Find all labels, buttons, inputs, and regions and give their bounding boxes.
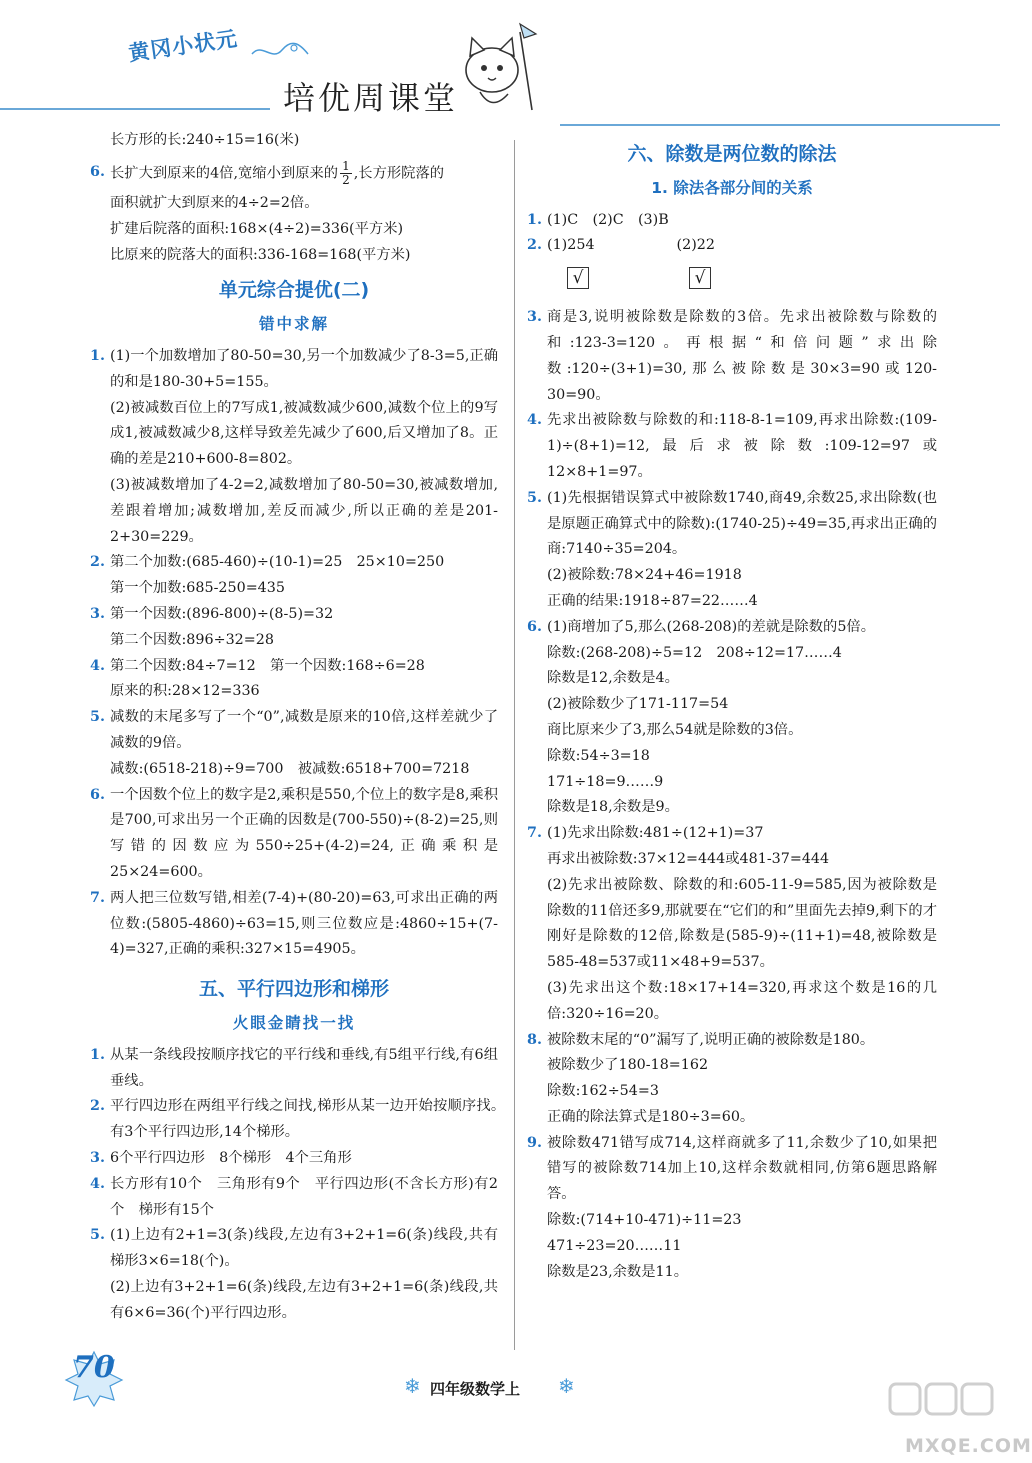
check-mark-icon: √ — [567, 267, 589, 289]
answer-text: 长方形有10个 三角形有9个 平行四边形(不含长方形)有2个 梯形有15个 — [110, 1175, 498, 1218]
grade-subject-label: 四年级数学上 — [430, 1380, 521, 1398]
item-number: 1. — [90, 348, 105, 365]
answer-item-4 — [90, 1172, 498, 1224]
item-number: 1. — [90, 1046, 105, 1063]
answer-line: 第二个因数:896÷32=28 — [110, 631, 274, 648]
answer-line: 471÷23=20……11 — [547, 1237, 682, 1254]
section-heading-unit-review: 单元综合提优(二) — [218, 279, 370, 302]
answer-item-5 — [90, 705, 498, 757]
item-number: 2. — [90, 1098, 105, 1115]
header-rule-right — [560, 124, 1000, 126]
answer-item-5 — [90, 1223, 498, 1275]
answer-item-3 — [90, 1146, 498, 1172]
answer-item-2 — [527, 233, 937, 259]
header-rule-left — [0, 108, 270, 110]
answer-text: 一个因数个位上的数字是2,乘积是550,个位上的数字是8,乘积是700,可求出另一个正确的因数是(700-550)÷(8-2)=25,则写错的因数应为550÷25+(4-2)=24,正确乘积是25×24=600。 — [110, 786, 498, 881]
answer-line: 除数:(268-208)÷5=12 208÷12=17……4 — [547, 644, 842, 661]
item-number: 2. — [527, 237, 542, 254]
answer-text: 从某一条线段按顺序找它的平行线和垂线,有5组平行线,有6组垂线。 — [110, 1046, 498, 1089]
snowflake-icon: ❄ — [558, 1374, 575, 1398]
answer-line: (3)先求出这个数:18×17+14=320,再求这个数是16的几倍:320÷16=20。 — [547, 979, 937, 1022]
answer-text: 被除数471错写成714,这样商就多了11,余数少了10,如果把错写的被除数714加上10,这样余数就相同,仿第6题思路解答。 — [547, 1134, 937, 1203]
answer-item-5 — [527, 486, 937, 563]
answer-text: (1)先根据错误算式中被除数1740,商49,余数25,求出除数(也是原题正确算式中的除数):(1740-25)÷49=35,再求出正确的商:7140÷35=204。 — [547, 489, 937, 558]
answer-item-2 — [90, 1094, 513, 1146]
answer-text: 商是3,说明被除数是除数的3倍。先求出被除数与除数的和:123-3=120。再根据“和倍问题”求出除数:120÷(3+1)=30,那么被除数是30×3=90或120-30=90。 — [547, 309, 937, 403]
answer-text: (1)商增加了5,那么(268-208)的差就是除数的5倍。 — [547, 618, 876, 635]
fraction-numerator: 1 — [342, 158, 350, 173]
answer-item-8 — [527, 1028, 937, 1054]
item-number: 3. — [90, 1149, 105, 1166]
answer-item-6 — [90, 160, 498, 187]
answer-line: (3)被减数增加了4-2=2,减数增加了80-50=30,被减数增加,差跟着增加;减数增加,差反而减少,所以正确的差是201-2+30=229。 — [110, 477, 498, 545]
answer-line: (2)被减数百位上的7写成1,被减数减少600,减数个位上的9写成1,被减数减少8,这样导致差先减少了600,后又增加了8。正确的差是210+600-8=802。 — [110, 399, 498, 468]
item-number: 5. — [90, 709, 105, 726]
answer-item-2 — [90, 550, 498, 576]
answer-item-4 — [527, 408, 937, 485]
item-number: 8. — [527, 1031, 542, 1048]
answer-text: 第二个加数:(685-460)÷(10-1)=25 25×10=250 — [110, 554, 445, 571]
answer-line: 减数:(6518-218)÷9=700 被减数:6518+700=7218 — [110, 760, 470, 777]
answer-text: 被除数末尾的“0”漏写了,说明正确的被除数是180。 — [547, 1031, 875, 1048]
page-number: 70 — [73, 1350, 115, 1385]
answer-line: 原来的积:28×12=336 — [110, 683, 260, 700]
item-number: 2. — [90, 554, 105, 571]
answer-line: (2)上边有3+2+1=6(条)线段,左边有3+2+1=6(条)线段,共有6×6=36(个)平行四边形。 — [110, 1278, 498, 1321]
chapter-heading-two-digit-division: 六、除数是两位数的除法 — [627, 143, 837, 165]
item-number: 9. — [527, 1134, 542, 1151]
answer-line: 正确的除法算式是180÷3=60。 — [547, 1108, 755, 1125]
item-number: 4. — [527, 412, 542, 429]
answer-line: 被除数少了180-18=162 — [547, 1057, 709, 1074]
item-number: 7. — [527, 825, 542, 842]
item-number: 3. — [90, 606, 105, 623]
brand-logo-text: 黄冈小状元 — [127, 26, 240, 66]
subsection-heading-find-errors: 错中求解 — [258, 315, 329, 334]
answer-text: (1)一个加数增加了80-50=30,另一个加数减少了8-3=5,正确的和是180-30+5=155。 — [110, 348, 498, 390]
answer-line: 除数是12,余数是4。 — [547, 670, 679, 687]
answer-item-1 — [90, 344, 498, 396]
answer-text: (1)C (2)C (3)B — [547, 211, 669, 228]
answer-line: 除数:162÷54=3 — [547, 1083, 659, 1100]
answer-text: (2)22 — [676, 237, 715, 254]
answer-line: (2)先求出被除数、除数的和:605-11-9=585,因为被除数是除数的11倍还多9,那就要在“它们的和”里面先去掉9,剩下的才刚好是除数的12倍,除数是(585-9)÷(11+1)=48,被除数是585-48=537或11×48+9=537。 — [547, 876, 937, 971]
answer-item-1 — [527, 208, 937, 234]
item-number: 4. — [90, 657, 105, 674]
swirl-ornament-icon — [250, 40, 310, 64]
subsection-heading-division-relations: 1. 除法各部分间的关系 — [651, 178, 813, 197]
snowflake-icon: ❄ — [404, 1374, 421, 1398]
answer-line: 第一个加数:685-250=435 — [110, 580, 285, 597]
answer-line: 再求出被除数:37×12=444或481-37=444 — [547, 850, 830, 867]
answer-item-7 — [527, 821, 937, 847]
answer-item-3 — [90, 602, 498, 628]
answer-text: 先求出被除数与除数的和:118-8-1=109,再求出除数:(109-1)÷(8+1)=12,最后求被除数:109-12=97或12×8+1=97。 — [547, 412, 937, 480]
column-divider — [514, 140, 515, 1350]
answer-text: 减数的末尾多写了一个“0”,减数是原来的10倍,这样差就少了减数的9倍。 — [110, 709, 498, 752]
checkmark-row — [527, 259, 937, 305]
item-number: 6. — [90, 786, 105, 803]
answer-line: 商比原来少了3,那么54就是除数的3倍。 — [547, 721, 803, 738]
answer-text: 平行四边形在两组平行线之间找,梯形从某一边开始按顺序找。 有3个平行四边形,14个梯形。 — [110, 1098, 513, 1141]
answer-line: 比原来的院落大的面积:336-168=168(平方米) — [110, 246, 411, 263]
answer-line: 除数是23,余数是11。 — [547, 1263, 689, 1280]
answer-item-6b — [90, 783, 498, 886]
item-number: 5. — [527, 489, 542, 506]
answer-text: 6个平行四边形 8个梯形 4个三角形 — [110, 1149, 352, 1166]
answer-line: 面积就扩大到原来的4÷2=2倍。 — [110, 195, 319, 212]
fraction-denominator: 2 — [342, 172, 350, 187]
item-number: 4. — [90, 1175, 105, 1192]
answer-item-7 — [90, 886, 498, 963]
answer-item-6 — [527, 615, 937, 641]
answer-text: 长扩大到原来的4倍,宽缩小到原来的 — [110, 165, 339, 182]
chapter-heading-parallelogram-trapezoid: 五、平行四边形和梯形 — [198, 978, 389, 1001]
check-mark-icon: √ — [689, 267, 711, 289]
watermark-text: MXQE.COM — [905, 1435, 1032, 1457]
fraction-one-half — [340, 160, 352, 187]
answer-text: (1)上边有2+1=3(条)线段,左边有3+2+1=6(条)线段,共有梯形3×6=18(个)。 — [110, 1227, 498, 1270]
answer-text: (1)254 — [547, 237, 595, 254]
answer-item-3 — [527, 305, 937, 408]
subsection-heading-sharp-eyes: 火眼金睛找一找 — [232, 1014, 356, 1032]
answer-text: 第二个因数:84÷7=12 第一个因数:168÷6=28 — [110, 657, 425, 674]
item-number: 3. — [527, 309, 542, 326]
item-number: 5. — [90, 1227, 105, 1244]
answer-line: 长方形的长:240÷15=16(米) — [110, 132, 300, 148]
answer-text: 两人把三位数写错,相差(7-4)+(80-20)=63,可求出正确的两位数:(5805-4860)÷63=15,则三位数应是:4860÷15+(7-4)=327,正确的乘积:327×15=4905。 — [110, 889, 498, 958]
item-number: 6. — [527, 618, 542, 635]
answer-text: (1)先求出除数:481÷(12+1)=37 — [547, 825, 764, 842]
answer-line: 正确的结果:1918÷87=22……4 — [547, 592, 758, 609]
answer-item-4 — [90, 654, 498, 680]
item-number: 6. — [90, 163, 105, 180]
cat-mascot-icon — [440, 12, 550, 117]
answer-line: 171÷18=9……9 — [547, 773, 664, 790]
answer-text: 第一个因数:(896-800)÷(8-5)=32 — [110, 606, 334, 623]
page-header — [0, 0, 1000, 130]
answer-line: 除数:54÷3=18 — [547, 747, 650, 764]
answer-item-9 — [527, 1131, 937, 1208]
right-column — [527, 128, 937, 1285]
left-column — [90, 128, 513, 1327]
answer-item-1 — [90, 1043, 498, 1095]
answer-line: 除数:(714+10-471)÷11=23 — [547, 1212, 742, 1229]
answer-line: 除数是18,余数是9。 — [547, 799, 679, 816]
answer-line: 扩建后院落的面积:168×(4÷2)=336(平方米) — [110, 220, 404, 237]
answer-line: (2)被除数少了171-117=54 — [547, 696, 729, 713]
answer-line: (2)被除数:78×24+46=1918 — [547, 567, 742, 584]
item-number: 1. — [527, 211, 542, 228]
book-title: 培优周课堂 — [283, 79, 459, 117]
item-number: 7. — [90, 889, 105, 906]
answer-text: ,长方形院落的 — [353, 165, 445, 182]
